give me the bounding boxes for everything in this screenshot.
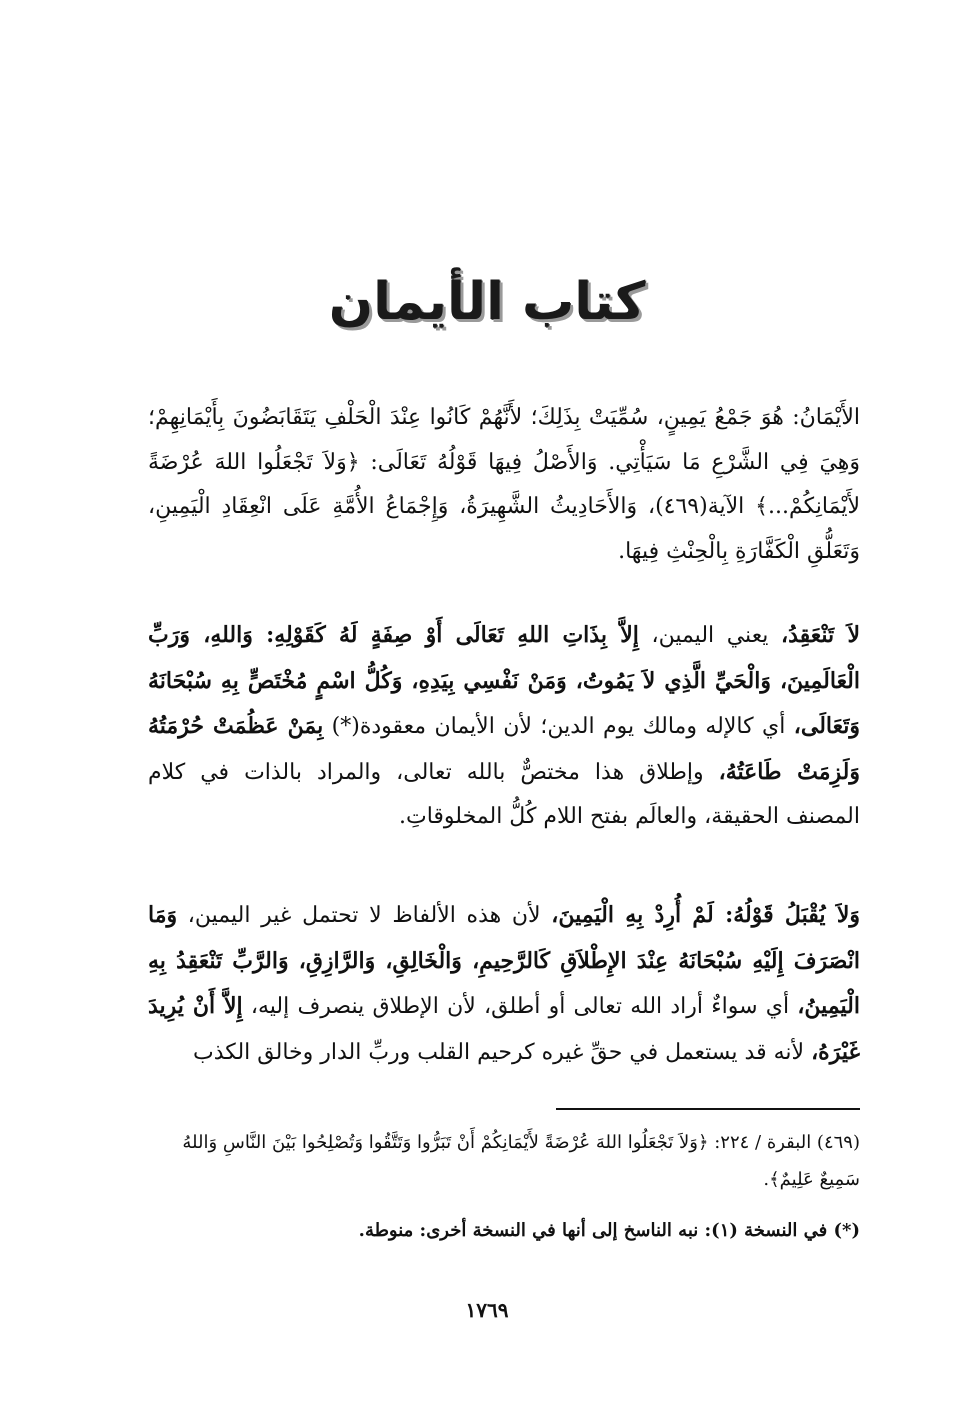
matn-text: إِلاَّ بِذَاتِ اللهِ تَعَالَى أَوْ صِفَةٍ لَهُ كَقَوْلِهِ: وَاللهِ، وَرَبِّ الْعَالَمِينَ، وَالْحَيِّ الَّذِي لاَ يَمُوتُ، وَمَنْ نَفْسِي بِيَدِهِ، وَكُلُّ اسْمٍ مُخْتَصٍّ بِهِ سُبْحَانَهُ وَتَعَالَى، bbox=[148, 622, 860, 739]
matn-text: بِمَنْ عَظُمَتْ حُرْمَتُهُ وَلَزِمَتْ طَاعَتُهُ، bbox=[148, 713, 860, 785]
commentary-text: يعني اليمين، bbox=[638, 623, 782, 648]
commentary-text: لأنه قد يستعمل في حقِّ غيره كرحيم القلب وربِّ الدار وخالق الكذب bbox=[193, 1039, 812, 1065]
commentary-text: أي سواءٌ أراد الله تعالى أو أطلق، لأن الإطلاق ينصرف إليه، bbox=[242, 994, 798, 1019]
footnote-star: (*) في النسخة (١): نبه الناسخ إلى أنها في النسخة أخرى: منوطة. bbox=[358, 1220, 860, 1241]
commentary-text: أي كالإله ومالك يوم الدين؛ لأن الأيمان معقودة(*) bbox=[323, 714, 794, 739]
paragraph-oath-validity bbox=[148, 613, 860, 840]
matn-text: لاَ تَنْعَقِدُ، bbox=[781, 622, 860, 648]
commentary-text: وإطلاق هذا مختصٌّ بالله تعالى، والمراد بالذات في كلام المصنف الحقيقة، والعالَم بفتح اللام كُلُّ المخلوقاتِ. bbox=[148, 759, 860, 829]
footnote-divider bbox=[556, 1108, 860, 1110]
paragraph-intent bbox=[148, 893, 860, 1075]
matn-text: وَمَا انْصَرَفَ إِلَيْهِ سُبْحَانَهُ عِنْدَ الإِطْلاَقِ كَالرَّحِيمِ، وَالْخَالِقِ، وَالرَّازِقِ، وَالرَّبِّ تَنْعَقِدُ بِهِ الْيَمِينُ، bbox=[148, 902, 860, 1019]
chapter-title: كتاب الأيمان bbox=[328, 272, 646, 332]
footnote-469: (٤٦٩) البقرة / ٢٢٤: ﴿وَلاَ تَجْعَلُوا اللهَ عُرْضَةً لأَيْمَانِكُمْ أَنْ تَبَرُّوا وَتَتَّقُوا وَتُصْلِحُوا بَيْنَ النَّاسِ وَاللهُ سَمِيعٌ عَلِيمٌ﴾. bbox=[182, 1132, 860, 1190]
matn-text: وَلاَ يُقْبَلُ قَوْلُهُ: لَمْ أُرِدْ بِهِ الْيَمِينَ، bbox=[551, 902, 860, 928]
commentary-text: لأن هذه الألفاظ لا تحتمل غير اليمين، bbox=[177, 903, 552, 928]
page-number: ١٧٦٩ bbox=[465, 1298, 509, 1322]
paragraph-definition: الأَيْمَانُ: هُوَ جَمْعُ يَمِينٍ، سُمِّيَتْ بِذَلِكَ؛ لأَنَّهُمْ كَانُوا عِنْدَ الْحَلْفِ يَتَقَابَضُونَ بِأَيْمَانِهِمْ؛ وَهِيَ فِي الشَّرْعِ مَا سَيَأْتِي. وَالأَصْلُ فِيهَا قَوْلُهُ تَعَالَى: ﴿وَلاَ تَجْعَلُوا اللهَ عُرْضَةً لأَيْمَانِكُمْ...﴾ الآية(٤٦٩)، وَالأَحَادِيثُ الشَّهِيرَةُ، وَإِجْمَاعُ الأُمَّةِ عَلَى انْعِقَادِ الْيَمِينِ، وَتَعَلُّقِ الْكَفَّارَةِ بِالْحِنْثِ فِيهَا. bbox=[148, 405, 860, 564]
matn-text: إِلاَّ أَنْ يُرِيدَ غَيْرَهُ، bbox=[148, 993, 860, 1065]
